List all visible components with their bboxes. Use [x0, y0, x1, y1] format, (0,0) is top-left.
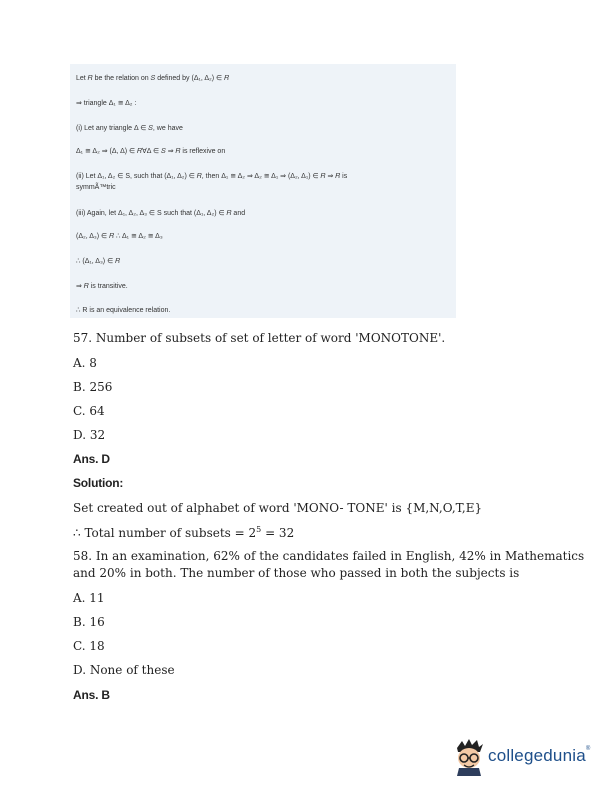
option-a: A. 11 — [73, 591, 105, 605]
option-b: B. 256 — [73, 380, 113, 394]
mascot-icon — [452, 738, 486, 776]
solution-line: Δ₁ ≅ Δ₂ ⇒ (Δ, Δ) ∈ 𝑅∀Δ ∈ 𝑆 ⇒ 𝑅 is reflexive on — [76, 148, 226, 155]
question-57: 57. Number of subsets of set of letter of word 'MONOTONE'. — [73, 331, 446, 345]
solution-heading: Solution: — [73, 476, 124, 490]
answer-58: Ans. B — [73, 688, 110, 702]
solution-line: symmÃ™tric — [76, 184, 116, 191]
question-58-line2: and 20% in both. The number of those who passed in both the subjects is — [73, 566, 520, 580]
option-b: B. 16 — [73, 615, 105, 629]
logo-text: collegedunia — [488, 746, 586, 765]
option-a: A. 8 — [73, 356, 97, 370]
solution-line: ⇒ triangle Δ₁ ≅ Δ₂ : — [76, 100, 137, 107]
option-d: D. None of these — [73, 663, 175, 677]
solution-line: (ii) Let Δ₁, Δ₂ ∈ S, such that (Δ₁, Δ₂) ∈ 𝑅, then Δ₁ ≅ Δ₂ ⇒ Δ₂ ≅ Δ₁ ⇒ (Δ₂, Δ₁) ∈ 𝑅 ⇒ 𝑅 is — [76, 173, 348, 180]
result-prefix: ∴ Total number of subsets = 2 — [73, 526, 257, 540]
answer-57: Ans. D — [73, 452, 110, 466]
option-c: C. 18 — [73, 639, 105, 653]
question-58-line1: 58. In an examination, 62% of the candidates failed in English, 42% in Mathematics — [73, 549, 585, 563]
option-c: C. 64 — [73, 404, 105, 418]
result-exponent: 5 — [256, 525, 262, 534]
solution-result — [73, 525, 294, 540]
option-d: D. 32 — [73, 428, 106, 442]
solution-line: ⇒ 𝑅 is transitive. — [76, 283, 128, 290]
solution-line: (Δ₂, Δ₃) ∈ 𝑅 ∴ Δ₁ ≅ Δ₂ ≅ Δ₃ — [76, 233, 163, 240]
solution-line: ∴ (Δ₁, Δ₃) ∈ 𝑅 — [76, 258, 121, 265]
logo-wordmark — [488, 746, 591, 766]
solution-line: (iii) Again, let Δ₁, Δ₂, Δ₃ ∈ S such that (Δ₁, Δ₂) ∈ 𝑅 and — [76, 210, 246, 217]
solution-line: Let 𝑅 be the relation on 𝑆 defined by (Δ₁, Δ₂) ∈ 𝑅 — [76, 75, 230, 82]
result-suffix: = 32 — [261, 526, 295, 540]
solution-image-box — [70, 64, 456, 318]
solution-text: Set created out of alphabet of word 'MONO- TONE' is {M,N,O,T,E} — [73, 501, 483, 515]
solution-line: (i) Let any triangle Δ ∈ 𝑆, we have — [76, 125, 183, 132]
logo-registered-mark: ® — [585, 746, 591, 752]
solution-line: ∴ R is an equivalence relation. — [76, 307, 171, 314]
collegedunia-logo — [452, 738, 602, 778]
